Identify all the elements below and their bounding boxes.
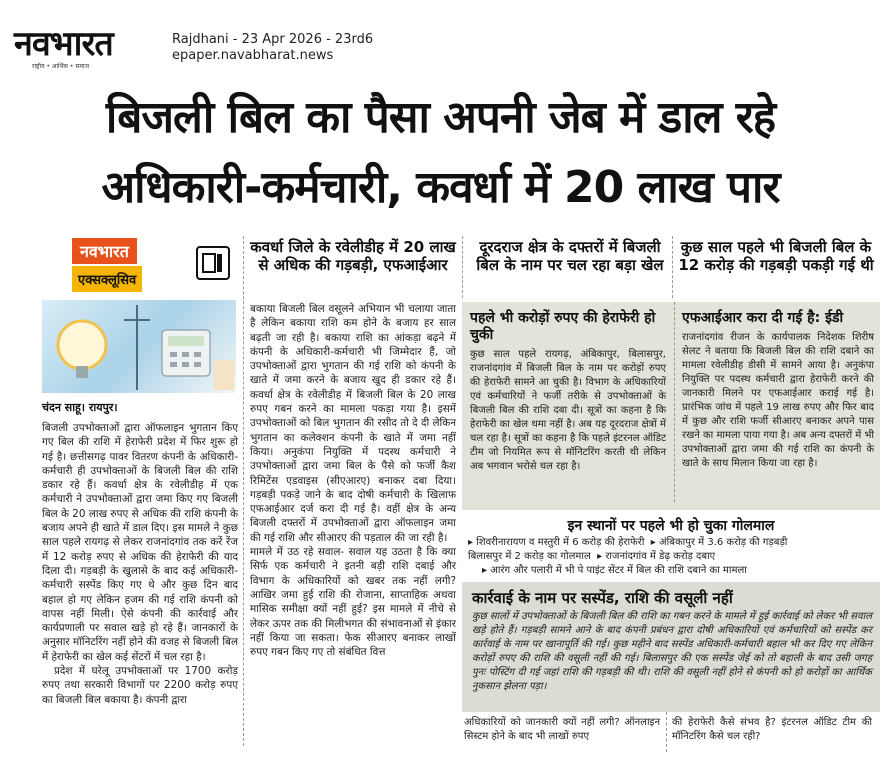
masthead-logo: नवभारत <box>14 24 113 64</box>
exclusive-brand: नवभारत <box>72 238 137 264</box>
edition-info <box>172 32 373 64</box>
col2-para1: बकाया बिजली बिल वसूलने अभियान भी चलाया जाता है लेकिन बकाया राशि कम होने के बजाय हर साल बढ़ती जा रही है। बकाया राशि का आंकड़ा बढ़ने में कंपनी के अधिकारी-कर्मचारी भी जिम्मेदार हैं, जो उपभोक्ताओं द्वारा भुगतान की गई राशि को कंपनी के खाते में जमा करने के बजाय खुद ही डकार रहे हैं। कवर्धा क्षेत्र के रवेलीडीह में बिजली बिल के 20 लाख रुपए गबन करने का मामला पकड़ा गया है। इसमें उपभोक्ताओं को बिल भुगतान की रसीद तो दे दी लेकिन भुगतान का कलेक्शन कंपनी के खाते में जमा नहीं किया। अनुकंपा नियुक्ति में पदस्थ कर्मचारी ने उपभोक्ताओं द्वारा जमा बिल के पैसे को फर्जी कैश रिमिटेंस एडवाइस (सीएआरए) बनाकर दबा दिया। गड़बड़ी पकड़े जाने के बाद दोषी कर्मचारी के खिलाफ एफआईआर दर्ज करा दी गई है। वहीं क्षेत्र के अन्य बिजली दफ्तरों में उपभोक्ताओं द्वारा ऑफलाइन जमा की गई राशि और सीआरए की पड़ताल की जा रही है। <box>250 303 456 544</box>
places-title: इन स्थानों पर पहले भी हो चुका गोलमाल <box>567 518 775 534</box>
action-box <box>462 582 880 712</box>
deck-3: कुछ साल पहले भी बिजली बिल के 12 करोड़ की गड़बड़ी पकड़ी गई थी <box>678 238 874 274</box>
box-story-1-head: पहले भी करोड़ों रुपए की हेराफेरी हो चुकी <box>470 310 656 343</box>
headline-line1: बिजली बिल का पैसा अपनी जेब में डाल रहे <box>105 92 776 143</box>
box-story-2-head: एफआईआर करा दी गई है: ईडी <box>682 310 844 326</box>
byline: चंदन साहू। रायपुर। <box>42 401 118 414</box>
place-item: बिलासपुर में 2 करोड़ का गोलमाल ▸ राजनांदगांव में डेढ़ करोड़ दबाए <box>468 551 716 562</box>
deck-1: कवर्धा जिले के रवेलीडीह में 20 लाख से अधिक की गड़बड़ी, एफआईआर <box>250 238 456 274</box>
bottom-right-text: की हेराफेरी कैसे संभव है? इंटरनल ऑडिट टीम की मॉनिटरिंग कैसे चल रही? <box>672 717 872 742</box>
edition-url: epaper.navabharat.news <box>172 48 334 63</box>
edition-date: Rajdhani - 23 Apr 2026 - 23rd6 <box>172 32 374 47</box>
article-col1 <box>42 421 238 707</box>
box-story-2 <box>682 310 874 471</box>
places-list <box>468 536 878 578</box>
box-story-1-text: कुछ साल पहले रायगढ़, अंबिकापुर, बिलासपुर, राजनांदगांव में बिजली बिल के नाम पर करोड़ों रुपए की हेराफेरी सामने आ चुकी है। विभाग के अधिकारियों एवं कर्मचारियों ने फर्जी तरीके से उपभोक्ताओं के बिजली बिल की राशि दबा दी। सूत्रों का कहना है कि हेराफेरी का खेल थमा नहीं है। अब यह दूरदराज क्षेत्रों में चल रहा है। सूत्रों का कहना है कि पहले इंटरनल ऑडिट टीम जो नियमित रूप से मॉनिटरिंग करती थी लेकिन अब भगवान भरोसे चल रहा है। <box>470 349 666 472</box>
action-box-head: कार्रवाई के नाम पर सस्पेंड, राशि की वसूली नहीं <box>472 589 733 607</box>
masthead-tagline: राष्ट्रीय • आर्थिक • समाज <box>32 63 90 70</box>
exclusive-logo <box>72 238 192 288</box>
box-story-2-text: राजनांदगांव रीजन के कार्यपालक निदेशक शिरीष सेलट ने बताया कि बिजली बिल की राशि दबाने का मामला रवेलीडीह डीसी में सामने आया है। अनुकंपा नियुक्ति पर पदस्थ कर्मचारी द्वारा हेराफेरी करने की जानकारी मिलने पर एफआईआर कराई गई है। प्रारंभिक जांच में पहले 19 लाख रुपए और फिर बाद में कुछ और राशि फर्जी सीआरए बनाकर अपने पास रखने का मामला पाया गया है। अब अन्य दफ्तरों में भी उपभोक्ताओं द्वारा जमा की गई राशि का कंपनी के खाते के साथ मिलान किया जा रहा है। <box>682 332 874 469</box>
box-story-1 <box>470 310 666 474</box>
sidebar-box <box>462 302 880 510</box>
action-box-text: कुछ सालों में उपभोक्ताओं के बिजली बिल की राशि का गबन करने के मामले में हुई कार्रवाई को लेकर भी सवाल खड़े होते हैं। गड़बड़ी सामने आने के बाद कंपनी प्रबंधन द्वारा दोषी अधिकारियों एवं कर्मचारियों को सस्पेंड कर कार्रवाई के नाम पर खानापूर्ति की गई। कुछ महीने बाद सस्पेंड अधिकारी-कर्मचारी बहाल भी कर दिए गए लेकिन करोड़ों रुपए की राशि की वसूली नहीं की गई। बिलासपुर की एक सस्पेंड जेई को तो बहाली के बाद उसी जगह पुनः पोस्टिंग दी गई जहां राशि की गड़बड़ी की थी। राशि की वसूली नहीं होने से कंपनी को हो करोड़ों का आर्थिक नुकसान झेलना पड़ा। <box>472 611 872 692</box>
newspaper-icon <box>196 246 230 280</box>
col1-para2: प्रदेश में घरेलू उपभोक्ताओं पर 1700 करोड़ रुपए तथा सरकारी विभागों पर 2200 करोड़ रुपए का बिजली बिल बकाया है। कंपनी द्वारा <box>42 665 238 706</box>
headline-line2: अधिकारी-कर्मचारी, कवर्धा में 20 लाख पार <box>101 162 780 213</box>
place-item: ▸ शिवरीनारायण व मस्तुरी में 6 करोड़ की हेराफेरी ▸ अंबिकापुर में 3.6 करोड़ की गड़बड़ी <box>468 537 788 548</box>
bottom-left-text: अधिकारियों को जानकारी क्यों नहीं लगी? ऑनलाइन सिस्टम होने के बाद भी लाखों रुपए <box>464 717 660 742</box>
exclusive-label: एक्सक्लूसिव <box>72 266 142 292</box>
article-col2 <box>250 302 456 659</box>
col2-para2: मामले में उठ रहे सवाल- सवाल यह उठता है कि क्या सिर्फ एक कर्मचारी ने इतनी बड़ी राशि दबाई और विभाग के अधिकारियों को खबर तक नहीं लगी? आखिर जमा हुई राशि की रोजाना, साप्ताहिक अथवा मासिक समीक्षा क्यों नहीं हुई? इस मामले में नीचे से लेकर ऊपर तक की मिलीभगत की संभावनाओं से इंकार नहीं किया जा सकता। फेक सीआरए बनाकर लाखों रुपए गबन किए गए तो संबंधित वित्त <box>250 546 456 659</box>
place-item: ▸ आरंग और पलारी में भी पे पाइंट सेंटर में बिल की राशि दबाने का मामला <box>482 565 747 576</box>
article-photo <box>42 300 236 393</box>
deck-2: दूरदराज क्षेत्र के दफ्तरों में बिजली बिल के नाम पर चल रहा बड़ा खेल <box>476 238 664 274</box>
col1-para1: बिजली उपभोक्ताओं द्वारा ऑफलाइन भुगतान किए गए बिल की राशि में हेराफेरी प्रदेश में फिर शुरू हो गई है। छत्तीसगढ़ पावर वितरण कंपनी के अधिकारी-कर्मचारी ही उपभोक्ताओं के बिजली बिल की राशि डकार रहे हैं। कवर्धा क्षेत्र के रवेलीडीह में एक कर्मचारी ने उपभोक्ताओं द्वारा जमा किए गए बिजली बिल के 20 लाख रुपए से अधिक की राशि कंपनी के बजाय अपने ही खाते में डाल दिए। इस मामले ने कुछ साल पहले रायगढ़ से लेकर राजनांदगांव तक करें रेंज में 12 करोड़ रुपए से अधिक की हेराफेरी की याद दिला दी। गड़बड़ी के खुलासे के बाद कई अधिकारी-कर्मचारी सस्पेंड किए गए थे और कुछ दिन बाद बहाल हो गए लेकिन हजम की गई राशि कंपनी को वापस नहीं मिली। ऐसे कंपनी की कार्रवाई और कार्यप्रणाली पर सवाल खड़े हो रहे हैं। जानकारों के अनुसार मॉनिटरिंग नहीं होने की वजह से बिजली बिल में हेराफेरी का खेल कई सेंटरों में चल रहा है। <box>42 422 238 663</box>
